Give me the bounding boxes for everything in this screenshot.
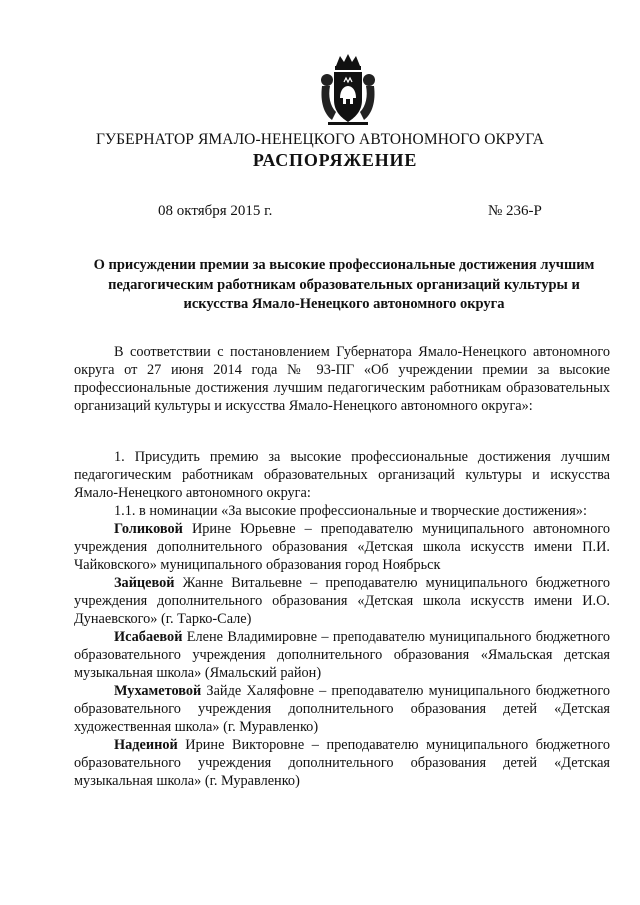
awardee-name: Голиковой <box>114 521 183 537</box>
awardee-details: Зайде Халяфовне – преподавателю муниципального бюджетного образовательного учреждения дополнительного образования детей «Детская художественная школа» (г. Муравленко) <box>74 683 610 735</box>
awardee-name: Зайцевой <box>114 575 175 591</box>
preamble-block <box>74 343 610 415</box>
awardee-details: Жанне Витальевне – преподавателю муниципального бюджетного учреждения дополнительного образования «Детская школа искусств имени И.О. Дунаевского» (г. Тарко-Сале) <box>74 575 610 627</box>
awardee-paragraph <box>74 520 610 574</box>
awardee-paragraph <box>74 574 610 628</box>
item-1-text: 1. Присудить премию за высокие профессиональные достижения лучшим педагогическим работникам образовательных организаций культуры и искусства Ямало-Ненецкого автономного округа: <box>74 449 610 501</box>
awardee-paragraph <box>74 736 610 790</box>
awardee-name: Надеиной <box>114 737 178 753</box>
item-1-1-text: 1.1. в номинации «За высокие профессиональные и творческие достижения»: <box>114 503 587 519</box>
awardee-name: Исабаевой <box>114 629 183 645</box>
awardee-paragraph <box>74 628 610 682</box>
document-date: 08 октября 2015 г. <box>158 203 273 219</box>
governor-heading: ГУБЕРНАТОР ЯМАЛО-НЕНЕЦКОГО АВТОНОМНОГО ОКРУГА <box>95 131 545 148</box>
awardee-name: Мухаметовой <box>114 683 202 699</box>
awardee-details: Ирине Юрьевне – преподавателю муниципального автономного учреждения дополнительного образования «Детская школа искусств имени П.И. Чайковского» муниципального образования город Ноябрьск <box>74 521 610 573</box>
document-type-heading: РАСПОРЯЖЕНИЕ <box>252 150 418 170</box>
preamble-text: В соответствии с постановлением Губернатора Ямало-Ненецкого автономного округа от 27 июня 2014 года № 93-ПГ «Об учреждении премии за высокие профессиональные достижения лучшим педагогическим работникам образовательных организаций культуры и искусства Ямало-Ненецкого автономного округа»: <box>74 344 610 414</box>
awardee-details: Ирине Викторовне – преподавателю муниципального бюджетного образовательного учреждения дополнительного образования детей «Детская музыкальная школа» (г. Муравленко) <box>74 737 610 789</box>
document-number: № 236-Р <box>488 203 542 219</box>
awardee-details: Елене Владимировне – преподавателю муниципального бюджетного образовательного учреждения дополнительного образования «Ямальская детская музыкальная школа» (Ямальский район) <box>74 629 610 681</box>
coat-of-arms-emblem <box>318 52 378 128</box>
document-title: О присуждении премии за высокие профессиональные достижения лучшим педагогическим работникам образовательных организаций культуры и искусства Ямало-Ненецкого автономного округа <box>93 257 595 312</box>
order-block <box>74 448 610 790</box>
awardee-paragraph <box>74 682 610 736</box>
